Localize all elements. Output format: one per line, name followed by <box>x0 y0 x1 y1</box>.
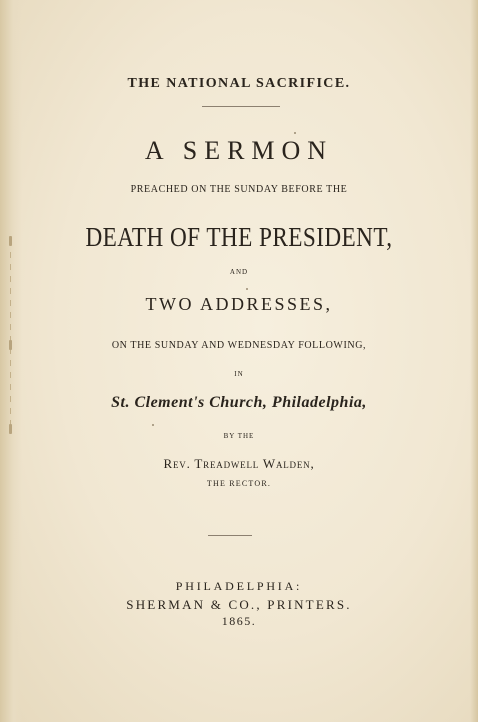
two-addresses-line: TWO ADDRESSES, <box>145 294 333 314</box>
paper-speck <box>294 132 296 134</box>
divider-rule-middle <box>208 535 252 536</box>
by-the-line: BY THE <box>223 432 255 440</box>
imprint-printer: SHERMAN & CO., PRINTERS. <box>126 597 352 612</box>
imprint-city: PHILADELPHIA: <box>175 579 303 593</box>
running-title: THE NATIONAL SACRIFICE. <box>127 76 351 91</box>
main-heading: A SERMON <box>144 136 334 165</box>
and-line: AND <box>229 268 249 276</box>
in-line: IN <box>234 370 244 378</box>
death-of-president-line: DEATH OF THE PRESIDENT, <box>85 222 393 252</box>
author-name: Rev. Treadwell Walden, <box>163 456 315 471</box>
author-title: THE RECTOR. <box>206 479 272 488</box>
paper-speck <box>246 288 248 290</box>
paper-speck <box>152 424 154 426</box>
divider-rule-top <box>202 106 280 107</box>
church-line: St. Clement's Church, Philadelphia, <box>111 394 367 411</box>
stitch-mark <box>9 236 12 246</box>
following-line: ON THE SUNDAY AND WEDNESDAY FOLLOWING, <box>111 340 367 351</box>
imprint-year: 1865. <box>221 614 257 628</box>
subheading: PREACHED ON THE SUNDAY BEFORE THE <box>130 184 348 195</box>
